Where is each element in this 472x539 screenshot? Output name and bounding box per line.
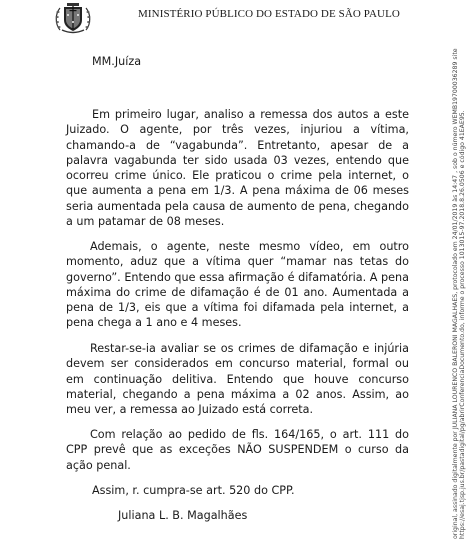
institution-header: MINISTÉRIO PÚBLICO DO ESTADO DE SÃO PAULO [138,8,400,20]
closing-line: Assim, r. cumpra-se art. 520 do CPP. [92,484,295,497]
paragraph-3: Restar-se-ia avaliar se os crimes de difamação e injúria devem ser considerados em concurso material, formal ou em continuação delitiva. Entendo que houve concurso material, chegando a pena máxima a 02 anos. Assim, ao meu ver, a remessa ao Juizado está correta. [66,342,409,417]
paragraph-2: Ademais, o agente, neste mesmo vídeo, em outro momento, aduz que a vítima quer “mamar nas tetas do governo”. Entendo que essa afirmação é difamatória. A pena máxima do crime de difamação é de 01 ano. Aumentada a pena de 1/3, eis que a vítima foi difamada pela internet, a pena chega a 1 ano e 4 meses. [66,240,409,330]
digital-signature-note: original, assinado digitalmente por JULIANA LOURENCO BALERONI MAGALHAES, protocolado em 24/01/2019 às 14:47 , sob o número WEMB19700036289 site https://esaj.tjsp.jus.br/pastadigital/pg/abrirConferenciaDocumento.do, informe o processo 1013015-97.2018.8.26.0506 e código 41EAE95. [452,48,467,539]
paragraph-1: Em primeiro lugar, analiso a remessa dos autos a este Juizado. O agente, por três vezes, injuriou a vítima, chamando-a de “vagabunda”. Entretanto, apesar de a palavra vagabunda ter sido usada 03 vezes, entendo que ocorreu crime único. Ele praticou o crime pela internet, o que aumenta a pena em 1/3. A pena máxima de 06 meses seria aumentada pela causa de aumento de pena, chegando a um patamar de 08 meses. [66,108,409,229]
paragraph-4: Com relação ao pedido de fls. 164/165, o art. 111 do CPP prevê que as exceções NÃO SUSPENDEM o curso da ação penal. [66,428,409,472]
coat-of-arms-icon [54,2,92,34]
signature-name: Juliana L. B. Magalhães [118,509,248,522]
salutation: MM.Juíza [92,55,142,68]
